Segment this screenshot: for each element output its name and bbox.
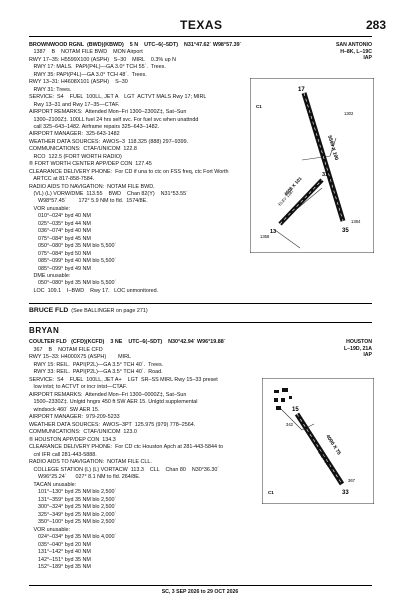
brownwood-line: LOC 109.1 I–BWD Rwy 17. LOC unmonitored. bbox=[29, 287, 159, 294]
brownwood-line: RWY 35: PAPI(P4L)—GA 3.0° TCH 48´. Trees. bbox=[29, 71, 147, 78]
bruce-entry bbox=[29, 307, 148, 315]
brownwood-line: 036°–074° byd 40 NM bbox=[29, 228, 91, 235]
brownwood-line: AIRPORT MANAGER: 325-643-1482 bbox=[29, 131, 120, 138]
rwy-13-number: 13 bbox=[270, 229, 277, 235]
brownwood-airport-diagram bbox=[250, 78, 374, 253]
coulter-line: SERVICE: S4 FUEL 100LL, JET A+ LGT SR–SS MIRL Rwy 15–33 preset bbox=[29, 376, 218, 383]
coulter-line: 152°–189° byd 35 NM bbox=[29, 564, 91, 570]
brownwood-line: (VL) (L) VORW/DME 113.55 BWD Chan 82(Y) N31°53.55´ bbox=[29, 191, 188, 197]
brownwood-region-block bbox=[300, 42, 372, 62]
elevation-1358: 1358 bbox=[260, 234, 270, 239]
coulter-line: 325°–349° byd 25 NM blo 2,000´ bbox=[29, 511, 117, 518]
coulter-apron bbox=[274, 388, 292, 410]
page-state-title: TEXAS bbox=[180, 18, 223, 32]
section-rule-2 bbox=[29, 322, 372, 323]
rwy-13-31-elev: ELEV 1387 bbox=[277, 188, 295, 207]
brownwood-line: RWY 17–35: H5599X100 (ASPH) S–30 MIRL 0.3% up N bbox=[29, 56, 177, 63]
page-number: 283 bbox=[366, 18, 387, 32]
coulter-iap: IAP bbox=[363, 352, 372, 359]
coulter-region-block bbox=[300, 339, 372, 359]
coulter-line: 131°–142° byd 40 NM bbox=[29, 549, 91, 555]
brownwood-line: Rwy 13–31 and Rwy 17–35—CTAF. bbox=[29, 101, 120, 108]
coulter-line: 367 B NOTAM FILE CFD bbox=[29, 346, 103, 353]
brownwood-line: SERVICE: S4 FUEL 100LL, JET A LGT ACTVT MALS Rwy 17; MIRL bbox=[29, 94, 207, 101]
coulter-elev: ELEV 367 bbox=[317, 449, 332, 468]
brownwood-line: VOR unusable: bbox=[29, 205, 71, 212]
brownwood-line: CLEARANCE DELIVERY PHONE: For CD if una to ctc on FSS freq, ctc Fort Worth bbox=[29, 168, 229, 175]
brownwood-region: SAN ANTONIO bbox=[335, 42, 372, 48]
coulter-charts: L–19D, 21A bbox=[344, 345, 372, 352]
coulter-line: COULTER FLD (CFD)(KCFD) 3 NE UTC–6(–5DT) N30°42.94´ W96°19.88´ bbox=[29, 339, 226, 345]
coulter-line: RADIO AIDS TO NAVIGATION: NOTAM FILE CLL. bbox=[29, 459, 152, 465]
coulter-line: CLEARANCE DELIVERY PHONE: For CD ctc Houston Apch at 281-443-5844 to bbox=[29, 444, 223, 450]
coulter-line: 101°–130° byd 25 NM blo 2,500´ bbox=[29, 489, 117, 495]
elevation-367: 367 bbox=[348, 478, 355, 483]
brownwood-line: 085°–099° byd 49 NM bbox=[29, 265, 91, 272]
section-heading-bryan: BRYAN bbox=[29, 326, 60, 335]
coulter-line: COLLEGE STATION (L) (L) VORTACW 113.3 CLL Chan 80 N30°36.30´ bbox=[29, 466, 220, 473]
coulter-diagram-corner-label: C1 bbox=[268, 490, 274, 495]
brownwood-line: 1300–2100Z‡. 100LL fuel 24 hrs self svc. For fuel svc when unattndd bbox=[29, 116, 199, 123]
brownwood-line: COMMUNICATIONS: CTAF/UNICOM 122.8 bbox=[29, 146, 137, 153]
coulter-line: 350°–100° byd 25 NM blo 2,500´ bbox=[29, 519, 117, 525]
brownwood-line: call 325–643–1482. Airframe repairs 325–643–1482. bbox=[29, 123, 160, 130]
brownwood-line: RWY 13–31: H4608X101 (ASPH) S–30 bbox=[29, 79, 128, 86]
coulter-line: cnl IFR call 281-443-5888. bbox=[29, 451, 97, 458]
rwy-31-number: 31 bbox=[322, 172, 329, 178]
brownwood-line: 075°–084° byd 50 NM bbox=[29, 250, 91, 257]
coulter-line: 024°–034° byd 35 NM blo 4,000´ bbox=[29, 534, 117, 540]
brownwood-line: DME unusable: bbox=[29, 272, 71, 279]
coulter-region: HOUSTON bbox=[346, 339, 372, 345]
coulter-line: VOR unusable: bbox=[29, 526, 71, 533]
brownwood-line: ARTCC at 817-858-7584. bbox=[29, 176, 95, 183]
coulter-line: TACAN unusable: bbox=[29, 481, 77, 488]
coulter-line: 035°–040° byd 20 NM bbox=[29, 541, 91, 548]
bruce-name: BRUCE FLD bbox=[29, 307, 69, 314]
coulter-line: COMMUNICATIONS: CTAF/UNICOM 123.0 bbox=[29, 429, 137, 435]
coulter-line: 131°–359° byd 35 NM blo 2,500´ bbox=[29, 496, 117, 503]
brownwood-line: 1387 B NOTAM FILE BWD MON Airport bbox=[29, 49, 143, 56]
bruce-note: (See BALLINGER on page 271) bbox=[71, 308, 148, 314]
coulter-line: RWY 15–33: H4000X75 (ASPH) MIRL bbox=[29, 354, 131, 360]
brownwood-line: 010°–024° byd 40 NM bbox=[29, 213, 91, 220]
brownwood-charts: H–8K, L–19C bbox=[340, 48, 372, 55]
rwy-15-33-dims: 4000 X 75 bbox=[324, 433, 342, 457]
brownwood-line: 050°–080° byd 35 NM blo 5,500´ bbox=[29, 243, 117, 250]
coulter-line: 142°–151° byd 35 NM bbox=[29, 556, 91, 563]
brownwood-line: 085°–099° byd 40 NM blo 5,500´ bbox=[29, 258, 117, 265]
brownwood-line: ® FORT WORTH CENTER APP/DEP CON 127.45 bbox=[29, 161, 152, 168]
brownwood-line: 050°–080° byd 35 NM blo 5,500´ bbox=[29, 280, 117, 287]
brownwood-line: BROWNWOOD RGNL (BWD)(KBWD) 5 N UTC–6(–5DT) N31°47.62´ W98°57.39´ bbox=[29, 42, 242, 48]
coulter-line: AIRPORT MANAGER: 979-209-5233 bbox=[29, 414, 120, 420]
coulter-line: 300°–324° byd 25 NM blo 2,500´ bbox=[29, 504, 117, 510]
diagram-corner-label: C1 bbox=[256, 104, 262, 109]
coulter-line: windsock 460´ SW AER 15. bbox=[29, 406, 100, 413]
rwy-17-number: 17 bbox=[298, 87, 305, 93]
brownwood-line: RWY 31: Trees. bbox=[29, 86, 72, 93]
page-footer: SC, 3 SEP 2026 to 29 OCT 2026 bbox=[161, 589, 239, 595]
rwy-15-number: 15 bbox=[292, 407, 299, 413]
rwy-33-number: 33 bbox=[342, 490, 349, 496]
brownwood-line: AIRPORT REMARKS: Attended Mon–Fri 1300–2300Z‡, Sat–Sun bbox=[29, 109, 187, 116]
coulter-line: ® HOUSTON APP/DEP CON 134.3 bbox=[29, 436, 116, 443]
coulter-airport-diagram bbox=[262, 378, 374, 504]
rwy-13-31-dims: 4608 X 101 bbox=[283, 176, 303, 197]
elevation-1302: 1302 bbox=[344, 111, 354, 116]
brownwood-iap: IAP bbox=[363, 55, 372, 62]
coulter-line: low intst; to ACTVT or incr intst—CTAF. bbox=[29, 384, 128, 390]
brownwood-line: RWY 17: MALS. PAPI(P4L)—GA 3.0° TCH 55´. Trees. bbox=[29, 64, 166, 71]
coulter-line: WEATHER DATA SOURCES: AWOS–3PT 125.975 (979) 778–2564. bbox=[29, 421, 196, 428]
brownwood-line: W98°57.45´ 172° 5.9 NM to fld. 1574/8E. bbox=[29, 198, 148, 205]
coulter-line: RWY 33: REIL. PAPI(P2L)—GA 3.5° TCH 40´. Road. bbox=[29, 369, 163, 375]
header-rule bbox=[29, 36, 372, 37]
elevation-1384: 1384 bbox=[351, 219, 361, 224]
coulter-line: AIRPORT REMARKS: Attended Mon–Fri 1300–0000Z‡, Sat–Sun bbox=[29, 391, 187, 398]
brownwood-line: RADIO AIDS TO NAVIGATION: NOTAM FILE BWD. bbox=[29, 183, 155, 190]
footer-rule bbox=[29, 585, 372, 586]
coulter-line: W96°25.24´ 027° 8.1 NM to fld. 264/8E. bbox=[29, 474, 141, 480]
rwy-17-35-dims: 5599 X 100 bbox=[326, 134, 340, 162]
coulter-line: 1500–2330Z‡. Unlgtd hngrs 450 ft SW AER 15. Unlgtd supplemental bbox=[29, 399, 198, 405]
brownwood-line: RCO 122.5 (FORT WORTH RADIO) bbox=[29, 153, 122, 160]
brownwood-line: 075°–084° byd 45 NM bbox=[29, 235, 91, 242]
brownwood-line: 025°–035° byd 44 NM bbox=[29, 220, 91, 227]
elevation-342: 342 bbox=[286, 422, 293, 427]
brownwood-line: WEATHER DATA SOURCES: AWOS–3 118.325 (888) 297–9399. bbox=[29, 138, 189, 145]
rwy-35-number: 35 bbox=[342, 228, 349, 234]
section-rule-1 bbox=[29, 303, 372, 304]
coulter-line: RWY 15: REIL. PAPI(P2L)—GA 3.5° TCH 40´. Trees. bbox=[29, 361, 164, 368]
